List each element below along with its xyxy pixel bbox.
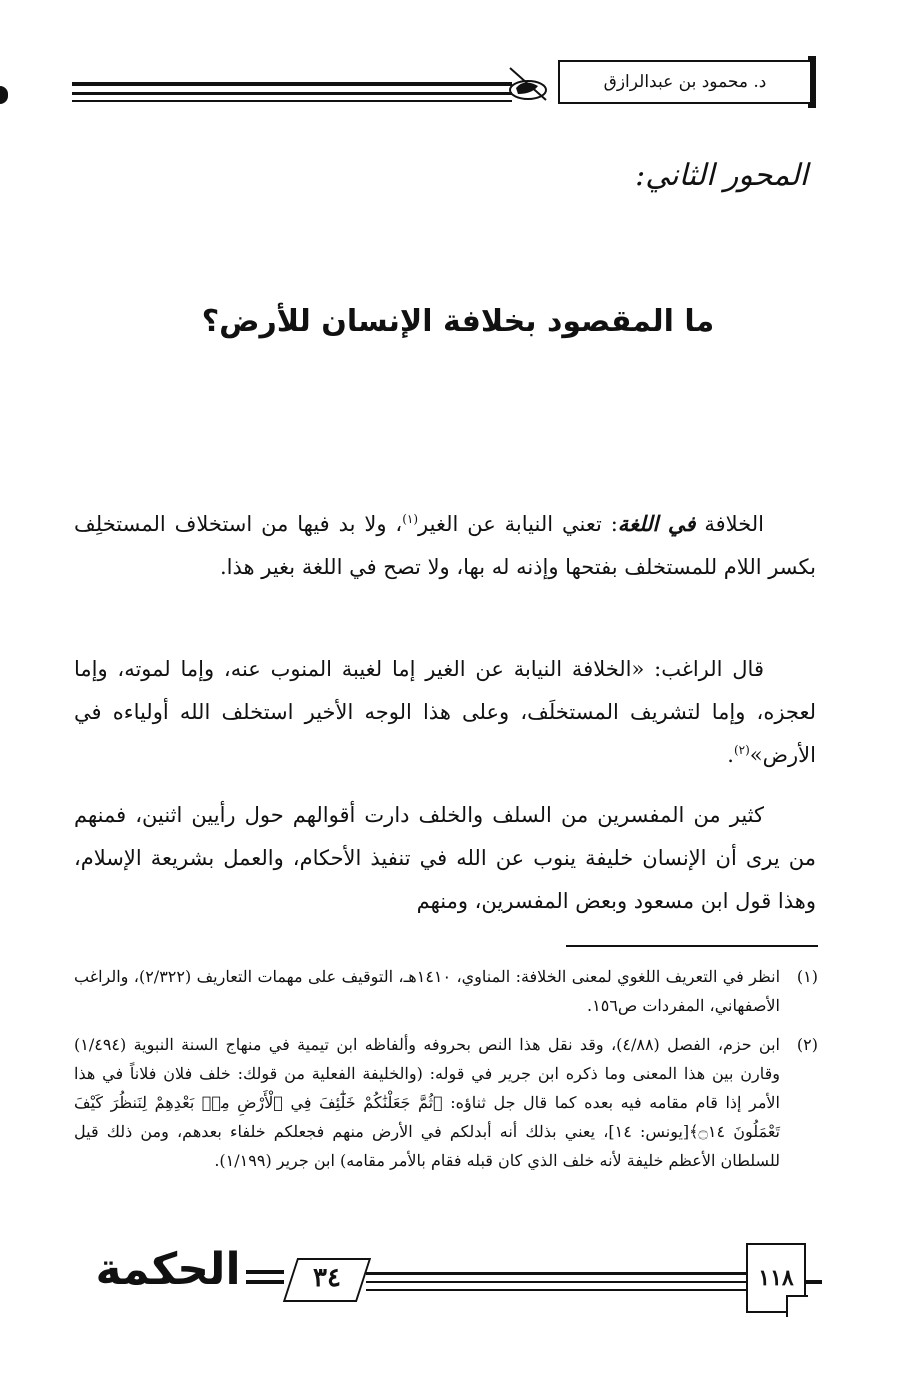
pen-hand-icon (504, 64, 552, 104)
header-rule-middle (72, 92, 512, 95)
header-rule-top (72, 82, 512, 86)
footnote-2-text: ابن حزم، الفصل (٤/٨٨)، وقد نقل هذا النص بحروفه وألفاظه ابن تيمية في منهاج السنة النبوية (١/٤٩٤) وقارن بين هذا المعنى وما ذكره ابن جرير في قوله: (والخليفة الفعلية من قولك: خلف فلان فلاناً في هذا الأمر إذا قام مقامه فيه بعده كما قال جل ثناؤه: ﴿ثُمَّ جَعَلْنَٰكُمْ خَلَٰٓئِفَ فِي ٱلْأَرْضِ مِنۢ بَعْدِهِمْ لِنَنظُرَ كَيْفَ تَعْمَلُونَ ۝١٤﴾[يونس: ١٤]، يعني بذلك أنه أبدلكم في الأرض منهم فجعلكم خلفاء بعدهم، ومن ذلك قيل للسلطان الأعظم خليفة لأنه خلف الذي كان قبله فقام بالأمر مقامه) ابن جرير (١/١٩٩). (74, 1035, 781, 1170)
running-header-author: د. محمود بن عبدالرازق (558, 60, 812, 104)
paragraph-raghib-quote (74, 648, 816, 777)
paragraph-commentators (74, 794, 816, 923)
footnote-2-number: (٢) (796, 1035, 818, 1054)
axis-title: المحور الثاني: (635, 158, 808, 193)
footer-rule-middle (366, 1281, 746, 1283)
footnote-2 (74, 1030, 818, 1175)
footer-rule-right-stub (804, 1280, 822, 1284)
p1-rest: ، ولا بد فيها من استخلاف المستخلِف بكسر اللام للمستخلف بفتحها وإذنه له بها، ولا تصح في اللغة بغير هذا. (74, 512, 816, 579)
footnote-ref-2[interactable]: (٢) (733, 743, 750, 757)
footer-rule-bottom (366, 1289, 746, 1291)
footnote-1 (74, 962, 818, 1020)
page-number: ١١٨ (746, 1243, 806, 1313)
footer-equals-bottom (246, 1280, 284, 1284)
footnote-separator (566, 945, 818, 947)
paragraph-language-definition (74, 502, 816, 589)
footnote-ref-1[interactable]: (١) (402, 512, 419, 526)
footnote-1-number: (١) (796, 967, 818, 986)
margin-mark (0, 86, 8, 104)
footnote-1-text: انظر في التعريف اللغوي لمعنى الخلافة: المناوي، ١٤١٠هـ، التوقيف على مهمات التعاريف (٢/٣٢٢)، والراغب الأصفهاني، المفردات ص١٥٦. (74, 967, 781, 1015)
p1-start: الخلافة (704, 512, 764, 536)
main-heading: ما المقصود بخلافة الإنسان للأرض؟ (201, 304, 715, 339)
p3-text: كثير من المفسرين من السلف والخلف دارت أقوالهم حول رأيين اثنين، فمنهم من يرى أن الإنسان خليفة ينوب عن الله في تنفيذ الأحكام، والعمل بشريعة الإسلام، وهذا قول ابن مسعود وبعض المفسرين، ومنهم (74, 803, 816, 913)
journal-brand-logo: الحكمة (95, 1244, 241, 1295)
p1-mid: : تعني النيابة عن الغير (418, 512, 618, 536)
issue-number: ٣٤ (313, 1263, 341, 1293)
footer-equals-top (246, 1270, 284, 1274)
page-corner-fold (786, 1295, 808, 1317)
header-rule-bottom (72, 100, 512, 102)
p2-end: . (727, 743, 734, 767)
p2-text: قال الراغب: «الخلافة النيابة عن الغير إما لغيبة المنوب عنه، وإما لموته، وإما لعجزه، وإما لتشريف المستخلَف، وعلى هذا الوجه الأخير استخلف الله أولياءه في الأرض» (74, 657, 816, 767)
p1-emphasis: في اللغة (617, 511, 696, 536)
footer-rule-top (366, 1272, 746, 1275)
